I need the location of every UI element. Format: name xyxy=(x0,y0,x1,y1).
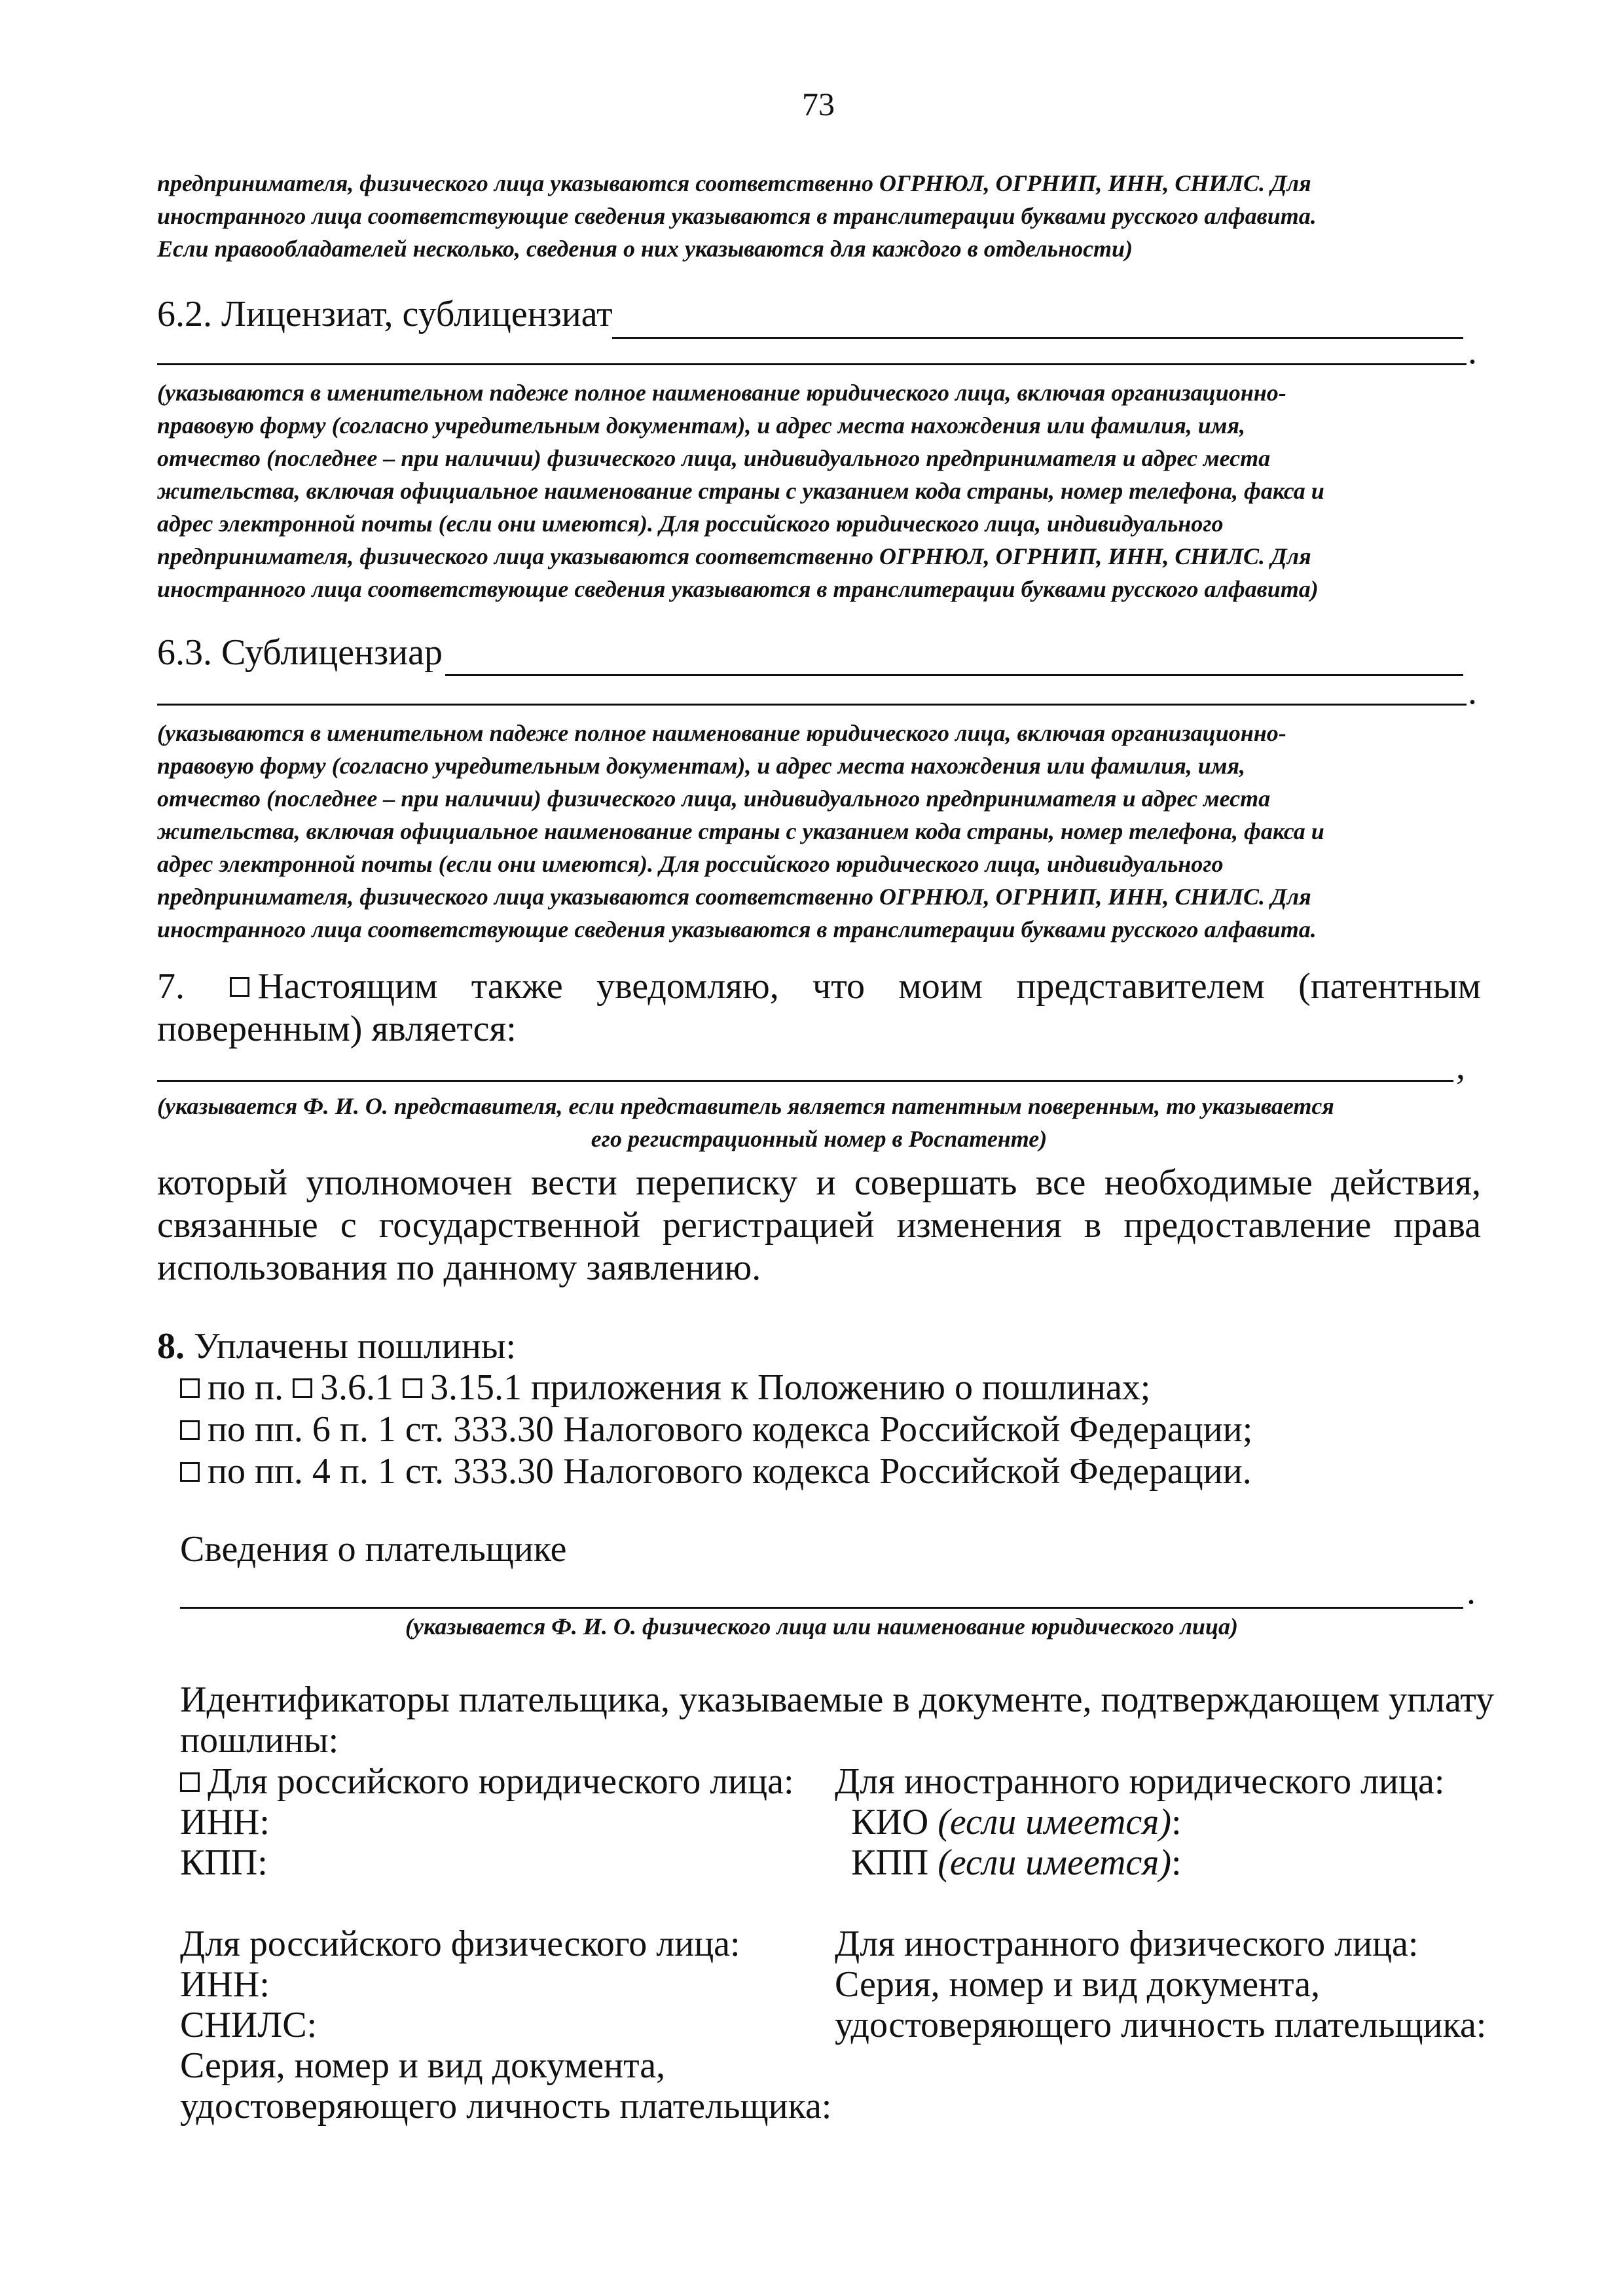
ru-phys-doc-2: удостоверяющего личность плательщика: xyxy=(180,2086,832,2126)
foreign-phys-doc-2: удостоверяющего личность плательщика: xyxy=(835,2005,1487,2045)
section-7-line-2: поверенным) является: xyxy=(157,1009,517,1049)
section-6-2-note-line: жительства, включая официальное наименование страны с указанием кода страны, номер телефона, факса и xyxy=(157,478,1324,504)
section-6-2-note-line: (указываются в именительном падеже полное наименование юридического лица, включая организационно- xyxy=(157,380,1286,406)
top-note-line: Если правообладателей несколько, сведения о них указываются для каждого в отдельности) xyxy=(157,236,1133,262)
representative-field-line[interactable] xyxy=(157,1080,1453,1082)
fee-option-1-text-b: 3.6.1 xyxy=(319,1367,393,1408)
section-7-body-line: использования по данному заявлению. xyxy=(157,1247,761,1288)
period-mark: . xyxy=(1468,672,1477,712)
section-6-3-note-line: иностранного лица соответствующие сведения указываются в транслитерации буквами русского алфавита. xyxy=(157,916,1317,942)
foreign-kpp xyxy=(851,1842,1182,1884)
payer-note: (указывается Ф. И. О. физического лица или наименование юридического лица) xyxy=(405,1613,1238,1640)
section-6-3-note-line: отчество (последнее – при наличии) физического лица, индивидуального предпринимателя и адрес места xyxy=(157,785,1271,812)
foreign-phys-title: Для иностранного физического лица: xyxy=(835,1924,1419,1964)
section-6-2-note-line: правовую форму (согласно учредительным документам), и адрес места нахождения или фамилия, имя, xyxy=(157,412,1245,439)
section-6-3-note-line: адрес электронной почты (если они имеются). Для российского юридического лица, индивидуального xyxy=(157,851,1224,877)
representative-checkbox[interactable] xyxy=(230,977,249,997)
fee-option-3 xyxy=(180,1450,1252,1492)
section-7-line-1 xyxy=(157,965,1481,1008)
foreign-kio-note: (если имеется) xyxy=(938,1802,1171,1842)
fee-option-3-checkbox[interactable] xyxy=(180,1462,200,1482)
top-note-line: предпринимателя, физического лица указываются соответственно ОГРНЮЛ, ОГРНИП, ИНН, СНИЛС. Для xyxy=(157,170,1311,196)
section-8-number: 8. xyxy=(157,1326,185,1367)
section-6-3-note-line: жительства, включая официальное наименование страны с указанием кода страны, номер телефона, факса и xyxy=(157,818,1324,844)
section-8-title xyxy=(157,1325,516,1367)
payer-title: Сведения о плательщике xyxy=(180,1529,567,1570)
period-mark: . xyxy=(1468,331,1477,372)
section-6-2-note-line: иностранного лица соответствующие сведения указываются в транслитерации буквами русского алфавита) xyxy=(157,576,1319,602)
foreign-kio-label: КИО xyxy=(851,1802,929,1842)
section-6-3-note-line: (указываются в именительном падеже полное наименование юридического лица, включая организационно- xyxy=(157,720,1286,746)
fee-option-1-text-c: 3.15.1 приложения к Положению о пошлинах; xyxy=(429,1367,1151,1408)
sublicensor-field-line-2[interactable] xyxy=(157,704,1467,706)
payer-field-line[interactable] xyxy=(180,1607,1463,1609)
ru-legal-inn: ИНН: xyxy=(180,1802,270,1842)
ru-phys-doc-1: Серия, номер и вид документа, xyxy=(180,2045,666,2086)
sublicensor-field-line[interactable] xyxy=(445,674,1463,676)
foreign-kpp-label: КПП xyxy=(851,1842,929,1883)
ru-legal-title-text: Для российского юридического лица: xyxy=(208,1761,794,1802)
section-7-number: 7. xyxy=(157,966,185,1007)
ru-legal-checkbox[interactable] xyxy=(180,1772,200,1792)
section-6-2-label: 6.2. Лицензиат, сублицензиат xyxy=(157,294,613,334)
section-8-title-text: Уплачены пошлины: xyxy=(194,1326,517,1367)
fee-option-2-checkbox[interactable] xyxy=(180,1420,200,1440)
fee-3-6-1-checkbox[interactable] xyxy=(293,1378,312,1398)
identifiers-line-2: пошлины: xyxy=(180,1720,339,1761)
fee-option-1-checkbox[interactable] xyxy=(180,1378,200,1398)
section-7-text: Настоящим также уведомляю, что моим представителем (патентным xyxy=(257,966,1481,1007)
section-7-body-line: связанные с государственной регистрацией изменения в предоставление права xyxy=(157,1205,1481,1246)
fee-option-1 xyxy=(180,1367,1150,1408)
section-7-note-line: (указывается Ф. И. О. представителя, если представитель является патентным поверенным, то указывается xyxy=(157,1093,1334,1119)
section-7-body-line: который уполномочен вести переписку и совершать все необходимые действия, xyxy=(157,1162,1481,1203)
fee-3-15-1-checkbox[interactable] xyxy=(403,1378,422,1398)
licensee-field-line[interactable] xyxy=(612,337,1463,339)
ru-phys-title: Для российского физического лица: xyxy=(180,1924,740,1964)
ru-phys-snils: СНИЛС: xyxy=(180,2005,318,2045)
foreign-kpp-note: (если имеется) xyxy=(938,1842,1171,1883)
fee-option-3-text: по пп. 4 п. 1 ст. 333.30 Налогового кодекса Российской Федерации. xyxy=(208,1451,1252,1492)
section-6-2-note-line: адрес электронной почты (если они имеются). Для российского юридического лица, индивидуального xyxy=(157,511,1224,537)
colon: : xyxy=(1171,1842,1182,1883)
ru-phys-inn: ИНН: xyxy=(180,1964,270,2005)
fee-option-1-text-a: по п. xyxy=(208,1367,283,1408)
period-mark: . xyxy=(1467,1571,1476,1612)
section-6-3-note-line: правовую форму (согласно учредительным документам), и адрес места нахождения или фамилия, имя, xyxy=(157,753,1245,779)
section-6-3-label: 6.3. Сублицензиар xyxy=(157,632,443,673)
foreign-legal-title: Для иностранного юридического лица: xyxy=(835,1761,1445,1802)
comma-mark: , xyxy=(1456,1047,1465,1087)
fee-option-2-text: по пп. 6 п. 1 ст. 333.30 Налогового кодекса Российской Федерации; xyxy=(208,1409,1253,1450)
identifiers-line-1: Идентификаторы плательщика, указываемые в документе, подтверждающем уплату xyxy=(180,1679,1495,1720)
foreign-phys-doc-1: Серия, номер и вид документа, xyxy=(835,1964,1321,2005)
section-6-3-note-line: предпринимателя, физического лица указываются соответственно ОГРНЮЛ, ОГРНИП, ИНН, СНИЛС. Для xyxy=(157,884,1311,910)
fee-option-2 xyxy=(180,1408,1252,1450)
top-note-line: иностранного лица соответствующие сведения указываются в транслитерации буквами русского алфавита. xyxy=(157,203,1317,229)
section-7-note-line: его регистрационный номер в Роспатенте) xyxy=(591,1126,1048,1152)
ru-legal-kpp: КПП: xyxy=(180,1842,268,1883)
colon: : xyxy=(1171,1802,1182,1842)
page-number: 73 xyxy=(802,86,835,122)
section-6-2-note-line: отчество (последнее – при наличии) физического лица, индивидуального предпринимателя и адрес места xyxy=(157,445,1271,471)
licensee-field-line-2[interactable] xyxy=(157,363,1467,365)
ru-legal-title xyxy=(180,1761,794,1803)
foreign-kio xyxy=(851,1801,1182,1843)
section-6-2-note-line: предпринимателя, физического лица указываются соответственно ОГРНЮЛ, ОГРНИП, ИНН, СНИЛС. Для xyxy=(157,543,1311,569)
